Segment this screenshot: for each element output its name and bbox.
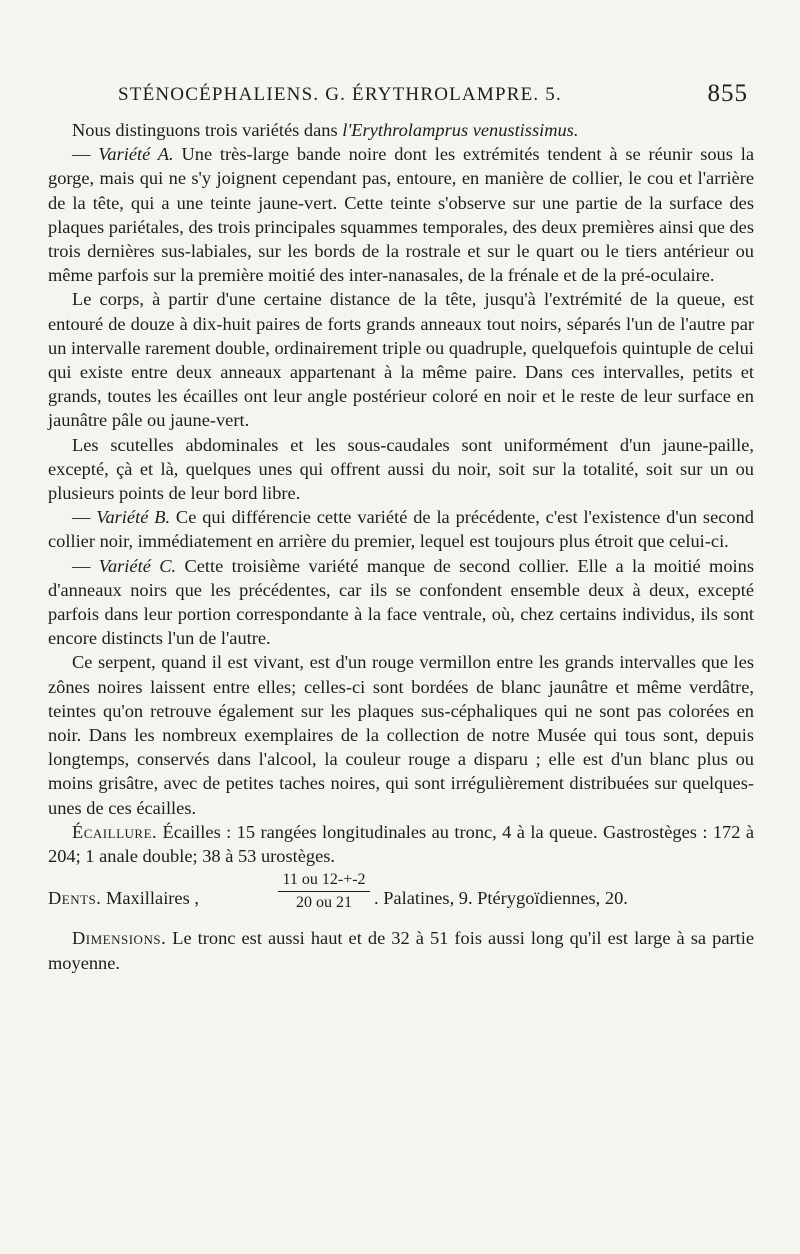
fraction-denominator: 20 ou 21 [296, 894, 352, 912]
paragraph-variety-c: — Variété C. Cette troisième variété manque de second collier. Elle a la moitié moins d'anneaux noirs que les précédentes, car ils se confondent ensemble deux à deux, excepté parfois dans leur portion correspondante à la face ventrale, où, chez certains individus, ils sont encore distincts l'un de l'autre. [48, 555, 754, 649]
page-number: 855 [707, 80, 748, 107]
paragraph-scutes: Les scutelles abdominales et les sous-caudales sont uniformément d'un jaune-paille, excepté, çà et là, quelques unes qui offrent aussi du noir, soit sur la totalité, soit sur un ou plusieurs points de leur bord libre. [48, 434, 754, 504]
running-head [118, 80, 748, 112]
body-text [48, 118, 754, 975]
dimensions-label: Dimensions. [72, 928, 167, 949]
variety-b-label: Variété B. [96, 507, 171, 528]
paragraph-body-rings: Le corps, à partir d'une certaine distance de la tête, jusqu'à l'extrémité de la queue, est entouré de douze à dix-huit paires de forts grands anneaux tout noirs, séparés l'un de l'autre par un intervalle rarement double, ordinairement triple ou quadruple, quelquefois quintuple de celui qui existe entre deux anneaux appartenant à la même paire. Dans ces intervalles, petits et grands, toutes les écailles ont leur angle postérieur coloré en noir et le reste de leur surface en jaunâtre pâle ou jaune-vert. [48, 289, 754, 431]
paragraph-variety-a: — Variété A. Une très-large bande noire dont les extrémités tendent à se réunir sous la gorge, mais qui ne s'y joignent cependant pas, entoure, en manière de collier, le cou et l'arrière de la tête, qui a une teinte jaune-vert. Cette teinte s'observe sur une partie de la surface des plaques pariétales, des trois principales squammes temporales, des deux premières ainsi que des trois dernières sus-labiales, sur les bords de la rostrale et sur le quart ou le tiers antérieur ou même parfois sur la première moitié des inter-nanasales, de la frénale et de la pré-oculaire. [48, 144, 754, 286]
scalation-label: Écaillure. [72, 821, 158, 842]
paragraph-variety-b: — Variété B. Ce qui différencie cette variété de la précédente, c'est l'existence d'un second collier noir, immédiatement en arrière du premier, lequel est toujours plus étroit que celui-ci. [48, 507, 754, 552]
running-head-title: STÉNOCÉPHALIENS. G. ÉRYTHROLAMPRE. 5. [118, 84, 562, 105]
paragraph-teeth: Dents. Maxillaires , $\frac{11 ou 12-+-2}{20 ou 21}$ . Palatines, 9. Ptérygoïdiennes, 20. [48, 871, 628, 912]
variety-c-label: Variété C. [98, 555, 177, 576]
fraction-numerator: 11 ou 12-+-2 [278, 870, 370, 892]
paragraph-intro: Nous distinguons trois variétés dans l'Erythrolamprus venustissimus. [72, 120, 579, 140]
paragraph-living-color: Ce serpent, quand il est vivant, est d'un rouge vermillon entre les grands intervalles que les zônes noires laissent entre elles; celles-ci sont bordées de blanc jaunâtre et même verdâtre, teintes qu'on retrouve également sur les plaques sus-céphaliques qui ne sont pas colorées en noir. Dans les nombreux exemplaires de la collection de notre Musée qui tous sont, depuis longtemps, conservés dans l'alcool, la couleur rouge a disparu ; elle est d'un blanc plus ou moins grisâtre, avec de petites taches noires, qui sont irrégulièrement distribuées sur quelques-unes de ces écailles. [48, 652, 754, 818]
paragraph-dimensions: Dimensions. Le tronc est aussi haut et de 32 à 51 fois aussi long qu'il est large à sa partie moyenne. [48, 928, 754, 973]
maxillary-fraction [274, 870, 374, 913]
paragraph-scalation: Écaillure. Écailles : 15 rangées longitudinales au tronc, 4 à la queue. Gastrostèges : 172 à 204; 1 anale double; 38 à 53 urostèges. [48, 821, 754, 867]
teeth-rest: . Palatines, 9. Ptérygoïdiennes, 20. [374, 888, 628, 909]
species-name: l'Erythrolamprus venustissimus. [342, 120, 579, 140]
variety-a-label: Variété A. [98, 144, 174, 165]
teeth-label: Dents. [48, 888, 102, 909]
